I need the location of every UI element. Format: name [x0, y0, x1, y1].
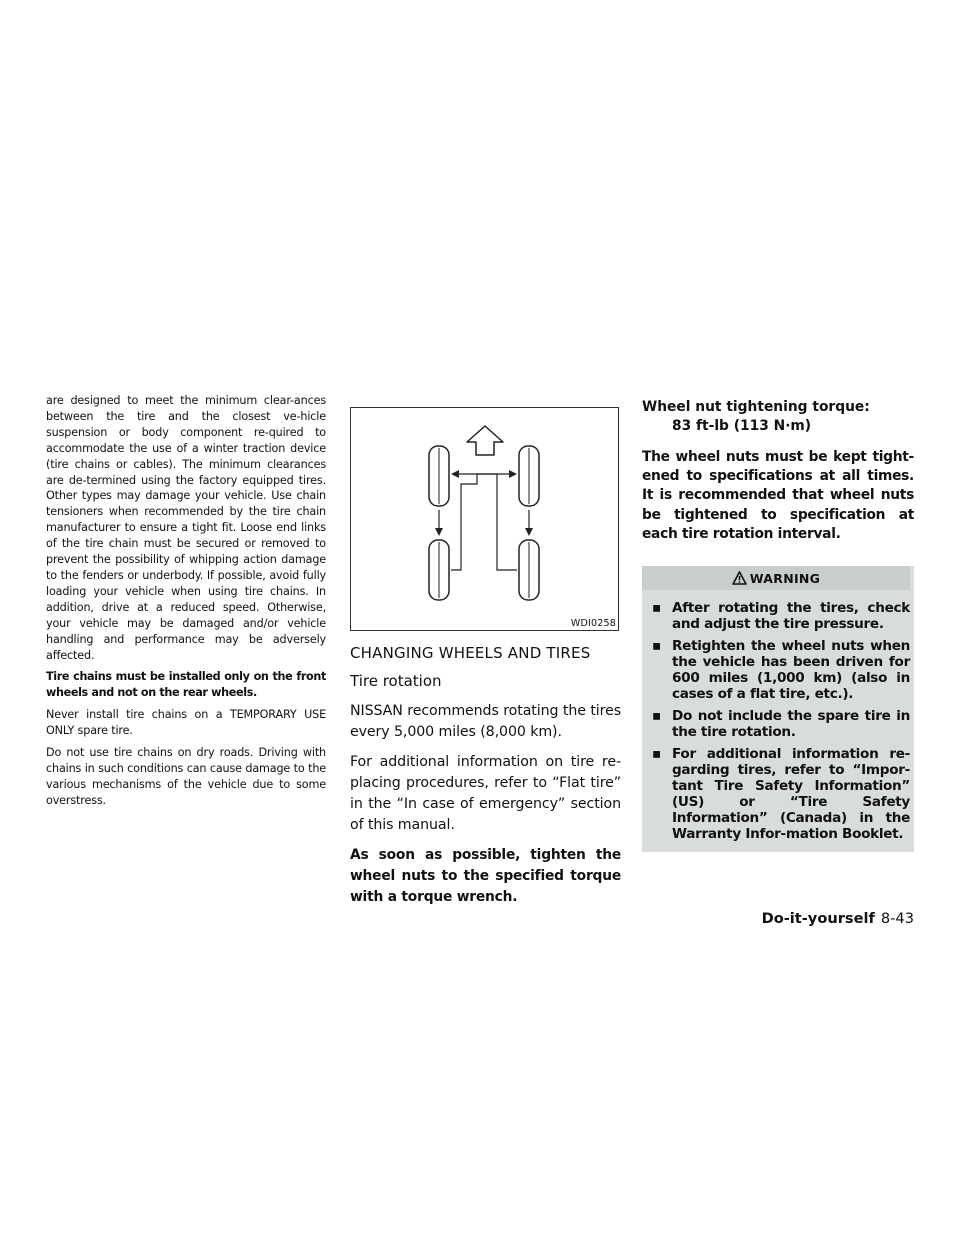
figure-code: WDI0258 — [570, 618, 616, 629]
warning-item: ▪ After rotating the tires, check and adjust the tire pressure. — [652, 600, 910, 633]
arrow-front-left-to-rear-left — [435, 510, 443, 536]
warning-item: ▪ For additional information re-garding tires, refer to “Impor-tant Tire Safety Information” (US) or “Tire Safety Information” (Canada) in the Warranty Infor-mation Booklet. — [652, 746, 910, 843]
torque-spec-label: Wheel nut tightening torque: — [642, 399, 870, 415]
section-title: CHANGING WHEELS AND TIRES — [350, 644, 591, 662]
warning-item: ▪ Do not include the spare tire in the tire rotation. — [652, 708, 910, 741]
flat-tire-reference-paragraph: For additional information on tire re-placing procedures, refer to “Flat tire” in the “In case of emergency” section of this manual. — [350, 753, 621, 834]
arrow-front-right-to-rear-right — [525, 510, 533, 536]
torque-spec-note: The wheel nuts must be kept tight-ened to specifications at all times. It is recommended that wheel nuts be tightened to specification at each tire rotation interval. — [642, 449, 914, 542]
warning-list — [642, 590, 910, 842]
torque-spec-value: 83 ft-lb (113 N·m) — [672, 418, 812, 434]
page-number: 8-43 — [880, 910, 914, 927]
column-right — [642, 398, 914, 852]
tire-front-right — [519, 446, 539, 506]
warning-box — [642, 566, 914, 852]
tire-rotation-diagram — [350, 407, 619, 631]
column-middle — [350, 393, 621, 909]
spare-tire-chain-paragraph: Never install tire chains on a TEMPORARY USE ONLY spare tire. — [46, 708, 326, 738]
warning-header — [642, 566, 910, 590]
tire-front-left — [429, 446, 449, 506]
arrow-rear-left-to-front-right — [451, 470, 517, 570]
torque-wrench-paragraph: As soon as possible, tighten the wheel nuts to the specified torque with a torque wrench. — [350, 846, 621, 906]
tire-rear-right — [519, 540, 539, 600]
subsection-title: Tire rotation — [350, 672, 442, 690]
forward-arrow-icon — [467, 426, 503, 455]
footer-section-name: Do-it-yourself — [761, 910, 875, 927]
tire-rear-left — [429, 540, 449, 600]
warning-triangle-icon — [732, 571, 747, 585]
dry-roads-paragraph: Do not use tire chains on dry roads. Driving with chains in such conditions can cause damage to the various mechanisms of the vehicle due to some overstress. — [46, 746, 326, 807]
rotation-interval-paragraph: NISSAN recommends rotating the tires every 5,000 miles (8,000 km). — [350, 703, 621, 741]
front-wheels-only-paragraph: Tire chains must be installed only on the front wheels and not on the rear wheels. — [46, 670, 326, 700]
column-left — [46, 393, 326, 815]
warning-item: ▪ Retighten the wheel nuts when the vehicle has been driven for 600 miles (1,000 km) (also in cases of a flat tire, etc.). — [652, 638, 910, 703]
tire-chain-clearance-paragraph: are designed to meet the minimum clear-ances between the tire and the closest ve-hicle suspension or body component re-quired to accommodate the use of a winter traction device (tire chains or cables). The minimum clearances are de-termined using the factory equipped tires. Other types may damage your vehicle. Use chain tensioners when recommended by the tire chain manufacturer to ensure a tight fit. Loose end links of the tire chain must be secured or removed to prevent the possibility of whipping action damage to the fenders or underbody. If possible, avoid fully loading your vehicle when using tire chains. In addition, drive at a reduced speed. Otherwise, your vehicle may be damaged and/or vehicle handling and performance may be adversely affected. — [46, 394, 326, 662]
warning-title: WARNING — [749, 570, 821, 586]
page-footer — [700, 910, 914, 927]
tire-rotation-illustration — [351, 408, 620, 632]
